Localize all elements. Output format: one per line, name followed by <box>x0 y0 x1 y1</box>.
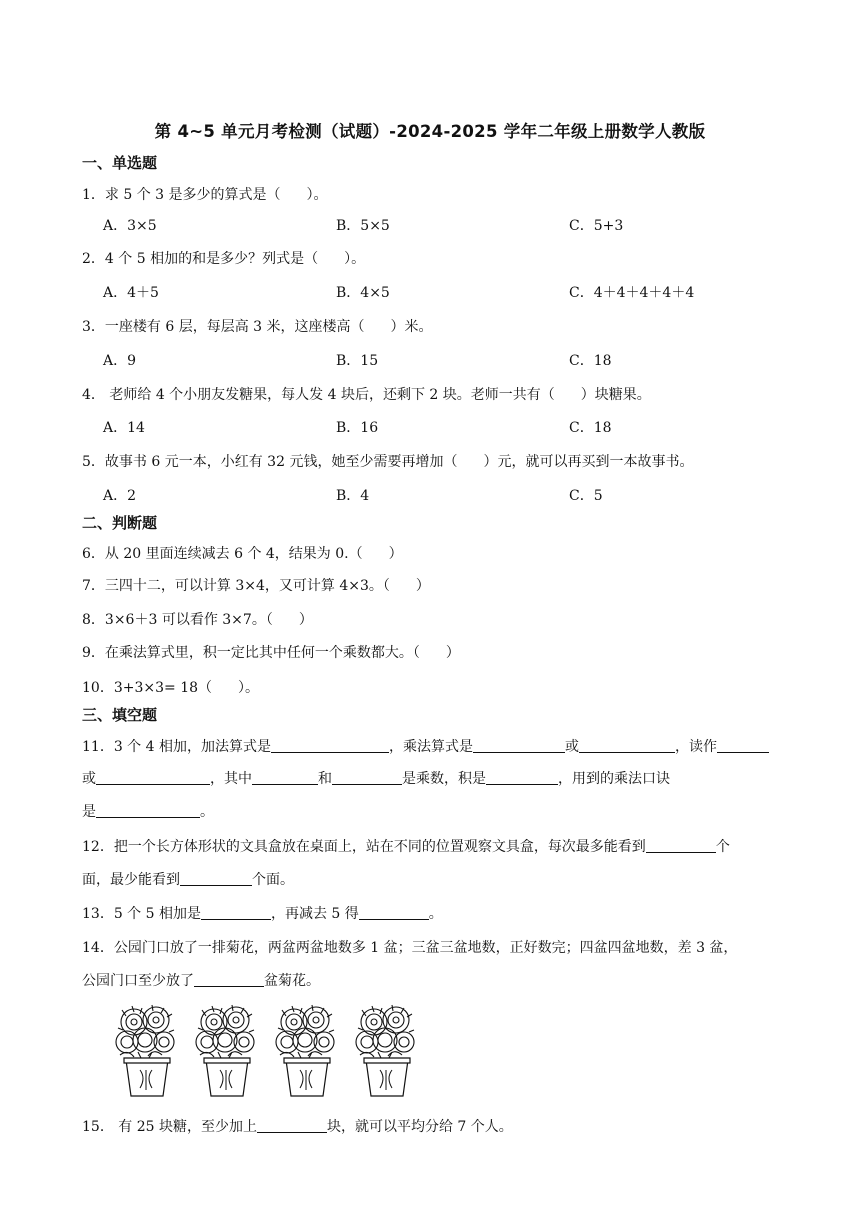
question-1 <box>82 184 328 204</box>
question-number: 2． <box>82 251 105 267</box>
question-text: 4 个 5 相加的和是多少？列式是（ <box>104 251 319 267</box>
option-b[interactable]: B．5×5 <box>336 218 390 234</box>
question-text: 是乘数，积是 <box>402 771 486 787</box>
question-text: ，乘法算式是 <box>388 739 473 755</box>
question-number: 8． <box>82 612 105 628</box>
answer-blank[interactable] <box>473 737 565 753</box>
flower-pot-3 <box>276 1005 334 1096</box>
question-11-line-2 <box>82 768 670 788</box>
question-12-line-1 <box>82 836 730 856</box>
question-text-end: ）。 <box>344 251 366 267</box>
answer-blank[interactable] <box>201 904 271 920</box>
option-c[interactable]: C．5 <box>569 488 603 504</box>
question-number: 3． <box>82 319 105 335</box>
question-text: 或 <box>82 771 96 787</box>
question-text: ，读作 <box>674 739 717 755</box>
question-text: 公园门口至少放了 <box>82 973 194 989</box>
question-text: 11．3 个 4 相加，加法算式是 <box>82 739 271 755</box>
options-3 <box>103 350 823 370</box>
question-2 <box>82 248 365 268</box>
question-number: 4． <box>82 387 105 403</box>
question-12-line-2 <box>82 869 294 889</box>
question-7 <box>82 575 430 595</box>
chrysanthemum-pots-illustration <box>112 1000 422 1100</box>
question-text: ，再减去 5 得 <box>270 906 359 922</box>
option-c[interactable]: C．5+3 <box>569 218 624 234</box>
option-b[interactable]: B．4 <box>336 488 370 504</box>
question-text-end: ）元，就可以再买到一本故事书。 <box>483 454 694 470</box>
option-c[interactable]: C．18 <box>569 420 612 436</box>
question-text: 在乘法算式里，积一定比其中任何一个乘数都大。（ <box>104 645 420 661</box>
question-14-line-1 <box>82 937 737 957</box>
options-2 <box>103 282 823 302</box>
answer-blank[interactable] <box>257 1117 327 1133</box>
question-text: 14．公园门口放了一排菊花，两盆两盆地数多 1 盆；三盆三盆地数，正好数完；四盆四盆地数，差 3 盆， <box>82 940 738 956</box>
question-14-line-2 <box>82 970 320 990</box>
question-3 <box>82 316 433 336</box>
flower-pot-4 <box>356 1005 414 1096</box>
question-number: 5． <box>82 454 105 470</box>
question-text: 12．把一个长方体形状的文具盒放在桌面上，站在不同的位置观察文具盒，每次最多能看到 <box>82 839 646 855</box>
answer-blank[interactable] <box>717 737 769 753</box>
question-text: 三四十二，可以计算 3×4，又可计算 4×3。（ <box>104 578 390 594</box>
question-15 <box>82 1116 513 1136</box>
question-text: 老师给 4 个小朋友发糖果，每人发 4 块后，还剩下 2 块。老师一共有（ <box>104 387 555 403</box>
question-8 <box>82 609 313 629</box>
answer-blank[interactable] <box>332 769 402 785</box>
question-number: 6． <box>82 546 105 562</box>
question-5 <box>82 451 693 471</box>
question-text-end: ） <box>298 612 313 628</box>
question-text-end: ）。 <box>238 680 260 696</box>
option-a[interactable]: A．3×5 <box>103 218 157 234</box>
question-number: 1． <box>82 187 105 203</box>
answer-blank[interactable] <box>271 737 389 753</box>
question-11-line-3 <box>82 801 214 821</box>
question-text: 。 <box>428 906 443 922</box>
question-number: 10． <box>82 680 114 696</box>
question-text: 面，最少能看到 <box>82 872 180 888</box>
option-c[interactable]: C．4＋4＋4＋4＋4 <box>569 285 695 301</box>
question-text: 从 20 里面连续减去 6 个 4，结果为 0.（ <box>104 546 363 562</box>
question-text: 15． 有 25 块糖，至少加上 <box>82 1119 257 1135</box>
answer-blank[interactable] <box>252 769 318 785</box>
option-b[interactable]: B．16 <box>336 420 379 436</box>
answer-blank[interactable] <box>579 737 675 753</box>
answer-blank[interactable] <box>646 837 716 853</box>
question-text-end: ）块糖果。 <box>580 387 651 403</box>
question-text-end: ）米。 <box>390 319 433 335</box>
question-4 <box>82 384 651 404</box>
answer-blank[interactable] <box>194 971 264 987</box>
option-b[interactable]: B．4×5 <box>336 285 390 301</box>
option-b[interactable]: B．15 <box>336 353 379 369</box>
question-text: ，其中 <box>210 771 252 787</box>
question-text: 一座楼有 6 层，每层高 3 米，这座楼高（ <box>104 319 365 335</box>
flower-pot-2 <box>196 1005 254 1096</box>
section-heading-choice: 一、单选题 <box>82 154 158 172</box>
question-text-end: ）。 <box>306 187 328 203</box>
question-6 <box>82 543 403 563</box>
question-text: 或 <box>564 739 579 755</box>
question-text-end: ） <box>388 546 403 562</box>
options-4 <box>103 417 823 437</box>
question-text: 求 5 个 3 是多少的算式是（ <box>104 187 281 203</box>
question-text: 和 <box>318 771 332 787</box>
page-title: 第 4~5 单元月考检测（试题）-2024-2025 学年二年级上册数学人教版 <box>154 122 706 141</box>
answer-blank[interactable] <box>180 870 252 886</box>
question-text: 是 <box>82 804 96 820</box>
question-text: 故事书 6 元一本，小红有 32 元钱，她至少需要再增加（ <box>104 454 458 470</box>
option-a[interactable]: A．4＋5 <box>103 285 159 301</box>
answer-blank[interactable] <box>96 802 200 818</box>
option-a[interactable]: A．14 <box>103 420 145 436</box>
answer-blank[interactable] <box>359 904 429 920</box>
question-text: 13．5 个 5 相加是 <box>82 906 201 922</box>
section-heading-judge: 二、判断题 <box>82 514 158 532</box>
options-1 <box>103 215 823 235</box>
question-text: 。 <box>200 804 214 820</box>
question-text-end: ） <box>445 645 460 661</box>
options-5 <box>103 485 823 505</box>
question-text-end: ） <box>415 578 430 594</box>
option-c[interactable]: C．18 <box>569 353 612 369</box>
question-number: 9． <box>82 645 105 661</box>
question-13 <box>82 903 443 923</box>
answer-blank[interactable] <box>96 769 210 785</box>
question-text: 3×6＋3 可以看作 3×7。（ <box>104 612 273 628</box>
question-9 <box>82 642 460 662</box>
answer-blank[interactable] <box>486 769 558 785</box>
question-11-line-1 <box>82 736 769 756</box>
option-a[interactable]: A．9 <box>103 353 137 369</box>
question-number: 7． <box>82 578 105 594</box>
section-heading-fill: 三、填空题 <box>82 706 158 724</box>
question-10 <box>82 677 259 697</box>
option-a[interactable]: A．2 <box>103 488 137 504</box>
question-text: ，用到的乘法口诀 <box>558 771 670 787</box>
question-text: 个面。 <box>252 872 294 888</box>
flower-pot-1 <box>116 1005 174 1096</box>
question-text: 盆菊花。 <box>264 973 320 989</box>
question-text: 块，就可以平均分给 7 个人。 <box>326 1119 513 1135</box>
question-text: 3+3×3= 18（ <box>113 680 213 696</box>
question-text: 个 <box>715 839 730 855</box>
